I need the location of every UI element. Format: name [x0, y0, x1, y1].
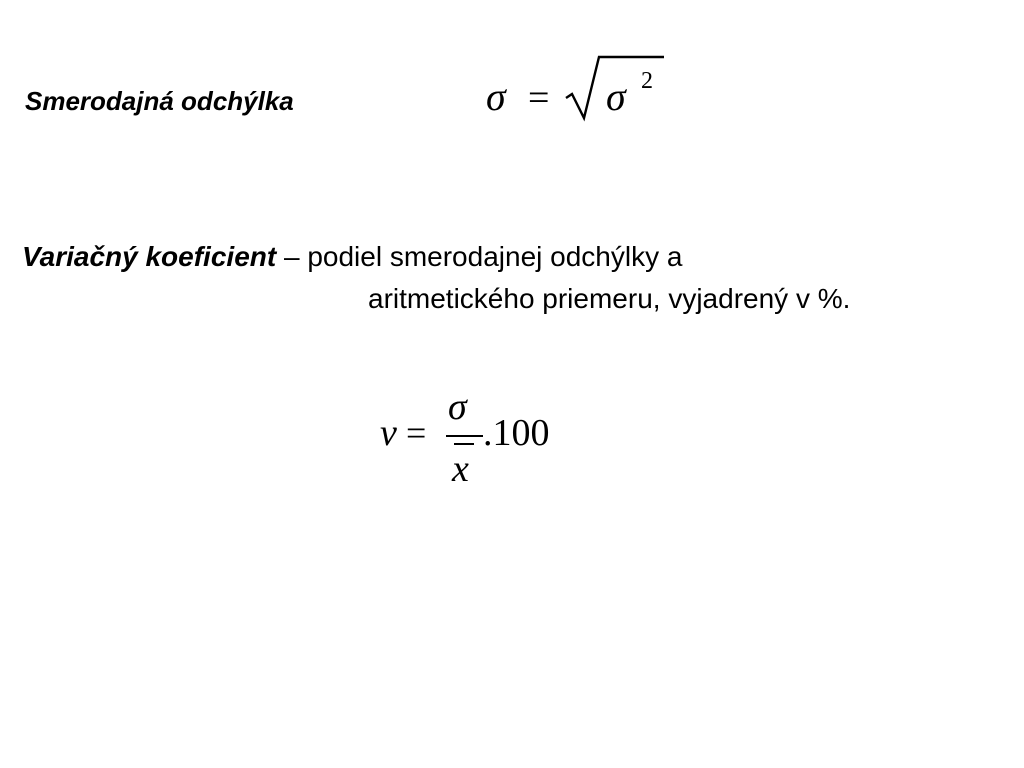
- variation-coefficient-term: Variačný koeficient: [22, 241, 277, 272]
- formula-v-equals: =: [406, 413, 427, 453]
- formula-variation-coefficient: [378, 386, 578, 490]
- formula-standard-deviation: [484, 52, 674, 132]
- definition-line-2: aritmetického priemeru, vyjadrený v %.: [368, 283, 851, 314]
- formula-numerator-sigma: σ: [448, 386, 467, 428]
- formula-equals: =: [528, 77, 550, 119]
- formula-v-lhs: v: [380, 412, 397, 454]
- formula-sigma-radicand: σ: [606, 74, 626, 119]
- variation-coefficient-definition: [22, 236, 850, 320]
- definition-dash: –: [276, 241, 308, 272]
- formula-denominator-x: x: [452, 448, 469, 490]
- formula-tail-100: .100: [483, 412, 550, 454]
- formula-exponent: 2: [641, 68, 653, 94]
- definition-line-1: podiel smerodajnej odchýlky a: [307, 241, 683, 272]
- formula-sigma-lhs: σ: [486, 74, 506, 119]
- heading-standard-deviation: Smerodajná odchýlka: [25, 86, 294, 116]
